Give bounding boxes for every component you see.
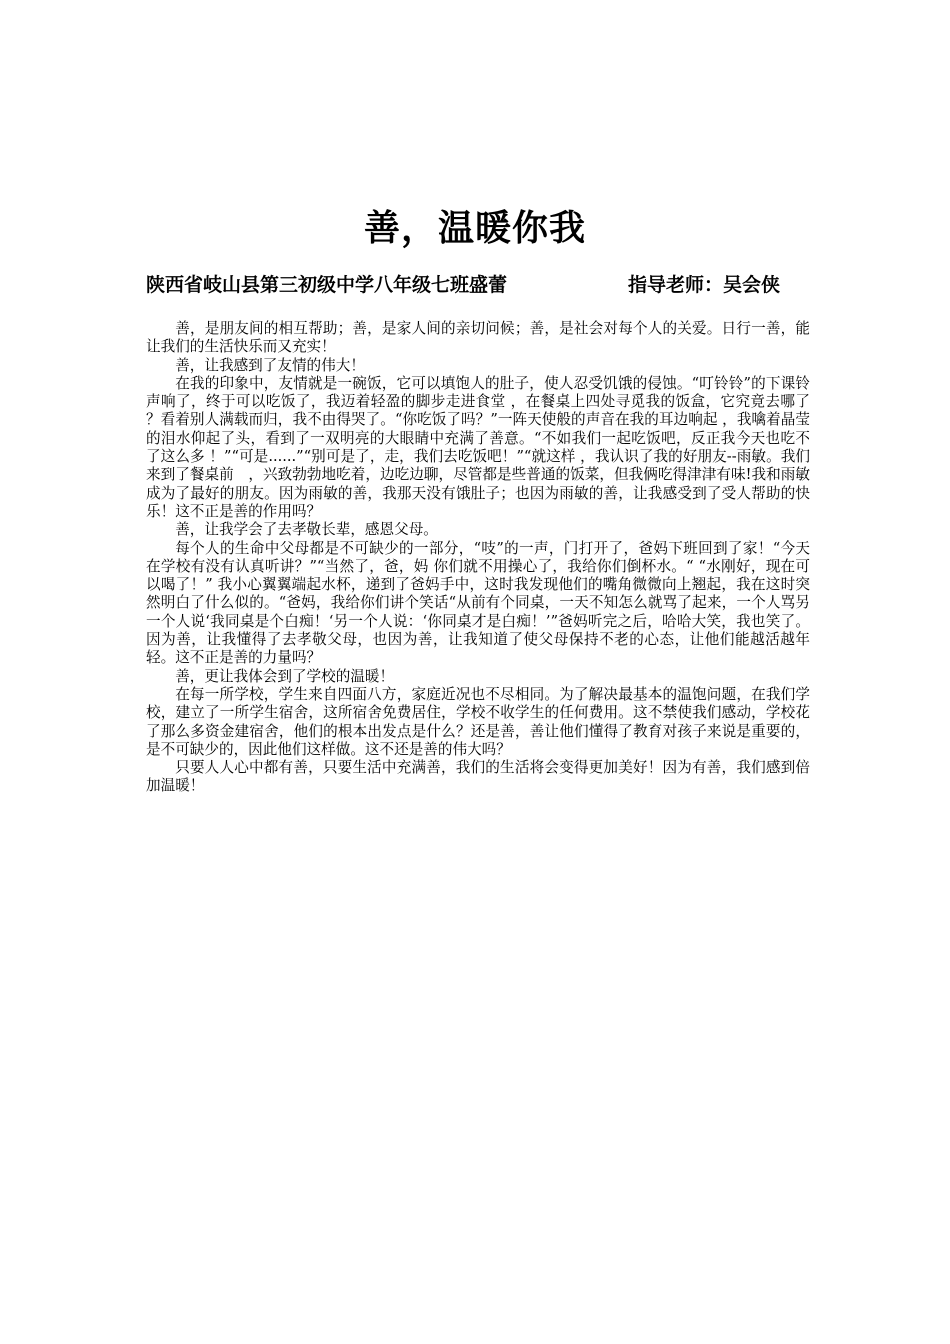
paragraph: 善，更让我体会到了学校的温暖！ [175,667,395,685]
byline [146,270,816,300]
author-line: 陕西省岐山县第三初级中学八年级七班盛蕾 [146,274,508,296]
article-body [146,320,810,796]
paragraph: 善，让我感到了友情的伟大！ [175,356,365,374]
paragraph: 在我的印象中，友情就是一碗饭，它可以填饱人的肚子，使人忍受饥饿的侵蚀。“叮铃铃”的下课铃声响了，终于可以吃饭了，我迈着轻盈的脚步走进食堂 ，在餐桌上四处寻觅我的饭盒，它究竟去哪了 ？看着别人满载而归，我不由得哭了。“你吃饭了吗？”一阵天使般的声音在我的耳边响起 ，我噙着晶莹的泪水仰起了头，看到了一双明亮的大眼睛中充满了善意。“不如我们一起吃饭吧，反正我今天也吃不了这么多 ！”“可是......”“别可是了，走，我们去吃饭吧！”“就这样 ，我认识了我的好朋友--雨敏。我们来到了餐桌前 ，兴致勃勃地吃着，边吃边聊，尽管都是些普通的饭菜，但我俩吃得津津有味!我和雨敏成为了最好的朋友。因为雨敏的善，我那天没有饿肚子；也因为雨敏的善，让我感受到了受人帮助的快乐！这不正是善的作用吗？ [146,374,810,520]
paragraph: 每个人的生命中父母都是不可缺少的一部分，“吱”的一声，门打开了，爸妈下班回到了家！“今天在学校有没有认真听讲？”“当然了，爸，妈 你们就不用操心了，我给你们倒杯水。“ “水刚好，现在可以喝了！” 我小心翼翼端起水杯，递到了爸妈手中，这时我发现他们的嘴角微微向上翘起，我在这时突然明白了什么似的。“爸妈，我给你们讲个笑话“从前有个同桌，一天不知怎么就骂了起来，一个人骂另一个人说‘我同桌是个白痴！‘另一个人说：‘你同桌才是白痴！’”爸妈听完之后，哈哈大笑，我也笑了。因为善，让我懂得了去孝敬父母，也因为善，让我知道了使父母保持不老的心态，让他们能越活越年轻。这不正是善的力量吗？ [146,539,810,667]
paragraph: 善，让我学会了去孝敬长辈，感恩父母。 [175,521,438,539]
paragraph: 在每一所学校，学生来自四面八方，家庭近况也不尽相同。为了解决最基本的温饱问题，在我们学校，建立了一所学生宿舍，这所宿舍免费居住，学校不收学生的任何费用。这不禁使我们感动，学校花了那么多资金建宿舍，他们的根本出发点是什么？还是善，善让他们懂得了教育对孩子来说是重要的，是不可缺少的，因此他们这样做。这不还是善的伟大吗？ [146,685,810,758]
teacher-line: 指导老师：吴会侠 [628,274,781,296]
paragraph: 善，是朋友间的相互帮助；善，是家人间的亲切问候；善，是社会对每个人的关爱。日行一善，能让我们的生活快乐而又充实！ [146,320,810,356]
document-title: 善，温暖你我 [363,207,586,249]
paragraph: 只要人人心中都有善，只要生活中充满善，我们的生活将会变得更加美好！因为有善，我们感到倍加温暖！ [146,759,810,795]
